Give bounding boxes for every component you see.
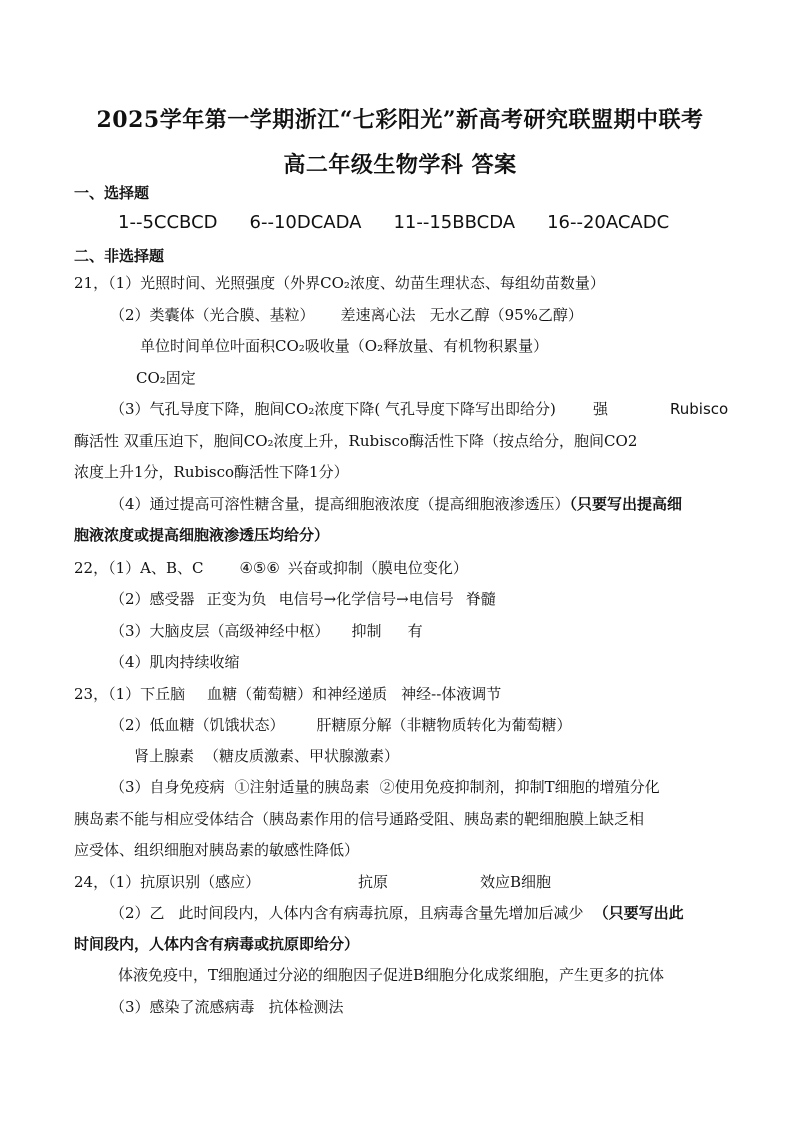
q21-part2c: 无水乙醇（95%乙醇） bbox=[429, 306, 583, 324]
q22-part2d: 脊髓 bbox=[465, 590, 496, 608]
choice-answer-group: 6--10DCADA bbox=[249, 212, 362, 233]
q23-line-6: 应受体、组织细胞对胰岛素的敏感性降低） bbox=[74, 841, 360, 859]
q24-part3a: （3）感染了流感病毒 bbox=[110, 998, 255, 1016]
q24-line-4: 体液免疫中，T细胞通过分泌的细胞因子促进B细胞分化成浆细胞，产生更多的抗体 bbox=[118, 966, 665, 984]
q21-line-5c: Rubisco bbox=[670, 400, 729, 418]
q21-line-3: 单位时间单位叶面积CO₂吸收量（O₂释放量、有机物积累量） bbox=[140, 337, 549, 355]
q21-part2b: 差速离心法 bbox=[340, 306, 416, 324]
page-subtitle: 高二年级生物学科 答案 bbox=[283, 152, 517, 178]
q24-part1a: （1）抗原识别（感应） bbox=[108, 873, 261, 891]
q21-part3a: （3）气孔导度下降，胞间CO₂浓度下降( 气孔导度下降写出即给分) bbox=[110, 400, 556, 418]
q22-line-3 bbox=[110, 621, 423, 641]
q23-part4b: ①注射适量的胰岛素 bbox=[234, 778, 370, 796]
q24-part3b: 抗体检测法 bbox=[268, 998, 344, 1016]
q22-part1a: （1）A、B、C bbox=[108, 559, 204, 577]
q21-line-9: 胞液浓度或提高细胞液渗透压均给分） bbox=[74, 526, 330, 544]
q24-line-3: 时间段内，人体内含有病毒或抗原即给分） bbox=[74, 935, 360, 953]
q21-line-8 bbox=[110, 494, 682, 514]
q23-part1a: （1）下丘脑 bbox=[108, 685, 186, 703]
q22-line-4: （4）肌肉持续收缩 bbox=[110, 653, 240, 671]
q21-line-5 bbox=[110, 399, 556, 419]
q21-part4: （4）通过提高可溶性糖含量，提高细胞液浓度（提高细胞液渗透压） bbox=[110, 495, 570, 513]
q23-part3b: （糖皮质激素、甲状腺激素） bbox=[204, 747, 400, 765]
q23-line-1 bbox=[74, 684, 501, 704]
q22-line-2 bbox=[110, 589, 496, 609]
q24-line-2 bbox=[110, 903, 684, 923]
choice-answer-group: 11--15BBCDA bbox=[393, 212, 516, 233]
q23-line-5: 胰岛素不能与相应受体结合（胰岛素作用的信号通路受阻、胰岛素的靶细胞膜上缺乏相 bbox=[74, 810, 645, 828]
q24-line-1c: 效应B细胞 bbox=[480, 873, 552, 891]
q22-part2b: 正变为负 bbox=[206, 590, 267, 608]
q21-line-5b: 强 bbox=[593, 400, 609, 418]
q23-line-4 bbox=[110, 777, 660, 797]
q22-part2a: （2）感受器 bbox=[110, 590, 195, 608]
q23-part3a: 肾上腺素 bbox=[134, 747, 195, 765]
q22-part1c: 兴奋或抑制（膜电位变化） bbox=[287, 559, 468, 577]
q24-line-1b: 抗原 bbox=[358, 873, 389, 891]
question-number: 24， bbox=[74, 873, 109, 891]
question-number: 22， bbox=[74, 559, 109, 577]
q23-part1c: 神经--体液调节 bbox=[401, 685, 502, 703]
q24-part2-note: （只要写出此 bbox=[593, 904, 684, 922]
q21-part2a: （2）类囊体（光合膜、基粒） bbox=[110, 306, 315, 324]
q21-line-1 bbox=[74, 273, 605, 293]
q23-part1b: 血糖（葡萄糖）和神经递质 bbox=[207, 685, 388, 703]
q24-line-1 bbox=[74, 872, 260, 892]
choice-answer-group: 1--5CCBCD bbox=[118, 212, 218, 233]
q23-part4c: ②使用免疫抑制剂，抑制T细胞的增殖分化 bbox=[379, 778, 660, 796]
q23-part4a: （3）自身免疫病 bbox=[110, 778, 225, 796]
choice-answer-group: 16--20ACADC bbox=[547, 212, 670, 233]
choice-answers bbox=[118, 213, 669, 233]
q23-line-3 bbox=[134, 746, 399, 766]
q22-part1b: ④⑤⑥ bbox=[239, 559, 280, 577]
q24-line-5 bbox=[110, 997, 344, 1017]
q21-line-2 bbox=[110, 305, 583, 325]
q22-part2c: 电信号→化学信号→电信号 bbox=[278, 590, 454, 608]
q21-part1: （1）光照时间、光照强度（外界CO₂浓度、幼苗生理状态、每组幼苗数量） bbox=[108, 274, 605, 292]
q23-part2b: 肝糖原分解（非糖物质转化为葡萄糖） bbox=[316, 716, 572, 734]
q24-part2a: （2）乙 bbox=[110, 904, 165, 922]
q21-line-6: 酶活性 双重压迫下，胞间CO₂浓度上升，Rubisco酶活性下降（按点给分，胞间CO2 bbox=[74, 432, 638, 450]
q22-part3c: 有 bbox=[407, 622, 423, 640]
q21-line-4: CO₂固定 bbox=[136, 369, 196, 387]
q22-part3b: 抑制 bbox=[351, 622, 382, 640]
page-title: 2025学年第一学期浙江“七彩阳光”新高考研究联盟期中联考 bbox=[96, 107, 704, 133]
q24-part2b: 此时间段内，人体内含有病毒抗原，且病毒含量先增加后减少 bbox=[178, 904, 584, 922]
section-nonchoice-heading: 二、非选择题 bbox=[74, 247, 165, 265]
q21-line-7: 浓度上升1分，Rubisco酶活性下降1分） bbox=[74, 463, 349, 481]
q22-line-1 bbox=[74, 558, 468, 578]
q21-part4-note: （只要写出提高细 bbox=[569, 495, 683, 513]
section-choice-heading: 一、选择题 bbox=[74, 184, 150, 202]
question-number: 21， bbox=[74, 274, 109, 292]
q23-part2a: （2）低血糖（饥饿状态） bbox=[110, 716, 285, 734]
q23-line-2 bbox=[110, 715, 572, 735]
q22-part3a: （3）大脑皮层（高级神经中枢） bbox=[110, 622, 330, 640]
question-number: 23， bbox=[74, 685, 109, 703]
